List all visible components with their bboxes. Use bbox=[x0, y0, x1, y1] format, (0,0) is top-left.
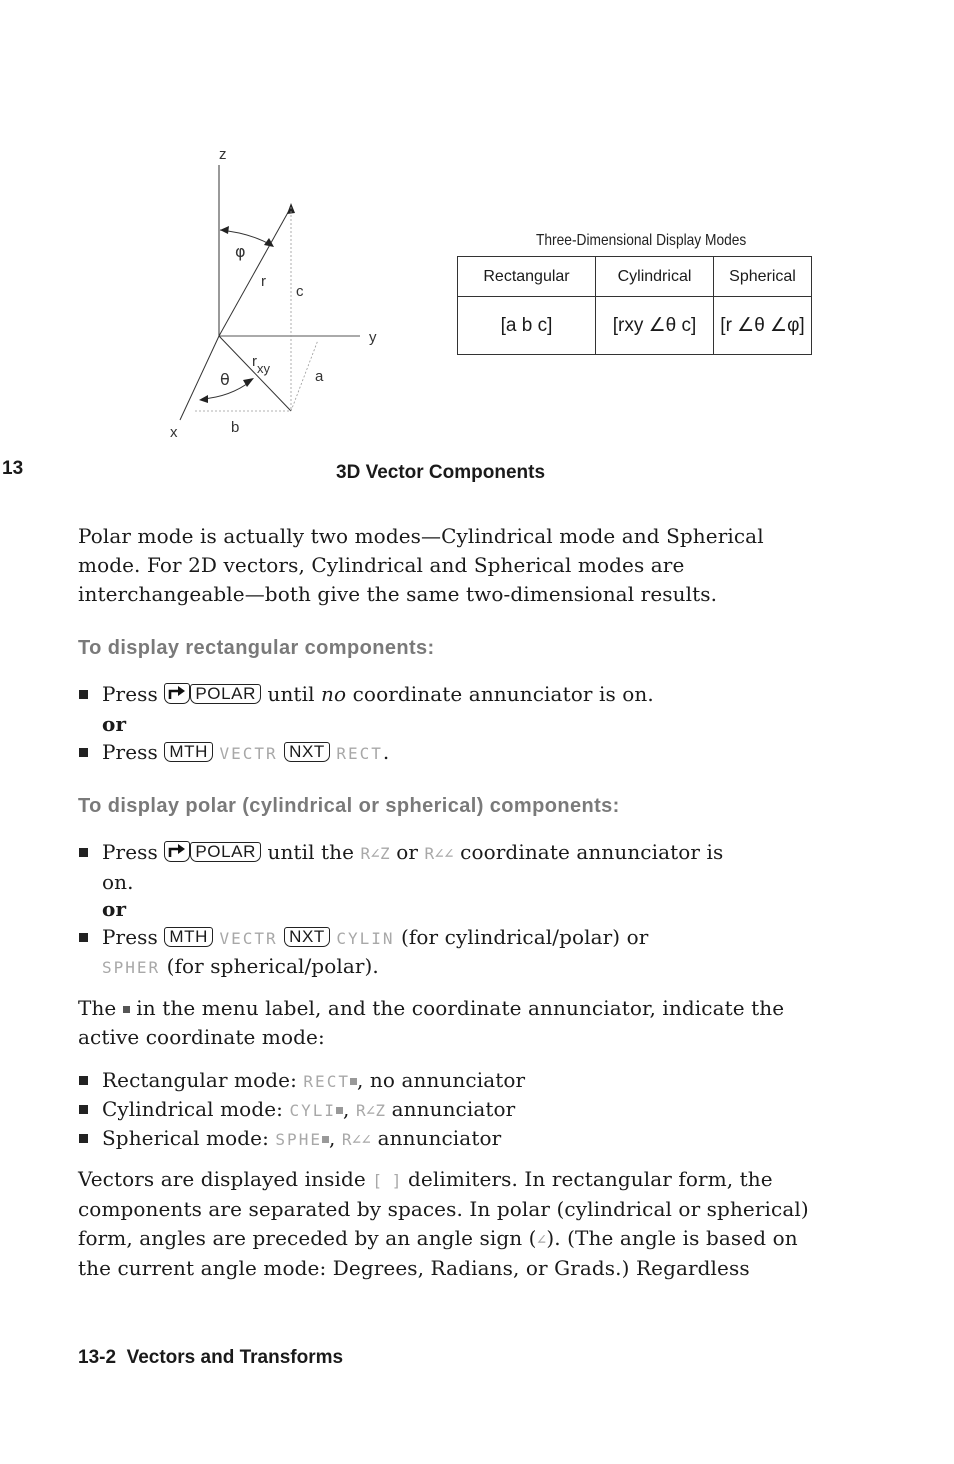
mode-label: Cylindrical mode: bbox=[102, 1097, 283, 1121]
bullet bbox=[79, 848, 88, 857]
a-label: a bbox=[315, 368, 324, 385]
axis-x-label: x bbox=[170, 424, 178, 441]
intro-paragraph bbox=[78, 522, 878, 609]
mode-label: Rectangular mode: bbox=[102, 1068, 297, 1092]
mth-key: MTH bbox=[164, 742, 213, 762]
for-spherical-text: (for spherical/polar). bbox=[166, 954, 379, 978]
display-modes-table bbox=[457, 256, 812, 355]
press-text: Press bbox=[102, 840, 158, 864]
phi-label: φ bbox=[235, 242, 246, 261]
delimiters: [ ] bbox=[372, 1171, 402, 1190]
mode-annunciator: R∠Z bbox=[355, 1101, 386, 1120]
axis-y-label: y bbox=[369, 329, 377, 346]
annunciator-paragraph bbox=[78, 994, 784, 1052]
polar-key: POLAR bbox=[190, 684, 261, 704]
table-header-cell: Spherical bbox=[714, 257, 812, 297]
vector-diagram bbox=[150, 135, 410, 445]
mode-menu-label: SPHE bbox=[275, 1130, 329, 1149]
mode-item-cylindrical: Cylindrical mode: CYLI , R∠Z annunciator bbox=[102, 1097, 516, 1121]
until-text: until the bbox=[267, 840, 355, 864]
bullet bbox=[79, 1076, 88, 1085]
axis-z-label: z bbox=[219, 146, 227, 163]
menu-indicator-square bbox=[123, 1006, 130, 1013]
spher-menu-label: SPHER bbox=[102, 958, 161, 977]
vectr-menu-label: VECTR bbox=[219, 929, 278, 948]
or-label: or bbox=[102, 897, 127, 921]
theta-label: θ bbox=[220, 370, 230, 389]
for-cylindrical-text: (for cylindrical/polar) or bbox=[401, 925, 649, 949]
chapter-tab: 13 bbox=[2, 458, 24, 479]
angle-sign: ∠ bbox=[536, 1230, 547, 1249]
intro-line: interchangeable—both give the same two-dimensional results. bbox=[78, 582, 718, 606]
r-label: r bbox=[261, 273, 266, 290]
section-heading-rectangular: To display rectangular components: bbox=[78, 637, 435, 659]
bullet bbox=[79, 748, 88, 757]
bullet bbox=[79, 1105, 88, 1114]
paragraph-line: active coordinate mode: bbox=[78, 1025, 325, 1049]
polar-key: POLAR bbox=[190, 842, 261, 862]
table-cell: [a b c] bbox=[458, 297, 596, 355]
paragraph-line: in the menu label, and the coordinate annunciator, indicate the bbox=[136, 996, 785, 1020]
step-polar-shift bbox=[102, 680, 654, 709]
mth-key: MTH bbox=[164, 927, 213, 947]
period: . bbox=[382, 740, 390, 764]
annunciator-text: coordinate annunciator is on. bbox=[352, 682, 654, 706]
annunciator-text: coordinate annunciator is bbox=[460, 840, 724, 864]
cylin-menu-label: CYLIN bbox=[336, 929, 395, 948]
annunciator-rz: R∠Z bbox=[360, 844, 390, 863]
press-text: Press bbox=[102, 740, 158, 764]
vectr-menu-label: VECTR bbox=[219, 744, 278, 763]
or-word: or bbox=[396, 840, 419, 864]
figure-caption: 3D Vector Components bbox=[336, 462, 546, 483]
mode-annunciator-text: annunciator bbox=[391, 1097, 516, 1121]
vectors-paragraph: Vectors are displayed inside [ ] delimiters. In rectangular form, the components are separated by spaces. In polar (cylindrical or spherical) form, angles are preceded by an angle sign (∠). (The angle is based on the current angle mode: Degrees, Radians, or Grads.) Regardless bbox=[78, 1167, 809, 1280]
table-header-cell: Cylindrical bbox=[596, 257, 714, 297]
bullet bbox=[79, 1134, 88, 1143]
no-word: no bbox=[321, 682, 347, 706]
right-shift-key bbox=[164, 683, 190, 704]
mode-item-rectangular: Rectangular mode: RECT , no annunciator bbox=[102, 1068, 526, 1092]
step-polar-shift-2 bbox=[102, 838, 723, 868]
step-mth-cylin bbox=[102, 923, 648, 953]
bullet bbox=[79, 933, 88, 942]
page-number: 13-2 bbox=[78, 1347, 117, 1368]
nxt-key: NXT bbox=[284, 742, 330, 762]
table-cell: [rxy ∠θ c] bbox=[596, 297, 714, 355]
table-caption: Three-Dimensional Display Modes bbox=[536, 232, 747, 249]
mode-annunciator-text: no annunciator bbox=[369, 1068, 526, 1092]
mode-annunciator-text: annunciator bbox=[377, 1126, 502, 1150]
table-cell: [r ∠θ ∠φ] bbox=[714, 297, 812, 355]
right-shift-key bbox=[164, 841, 190, 862]
chapter-title: Vectors and Transforms bbox=[126, 1347, 344, 1368]
on-text: on. bbox=[102, 870, 134, 894]
annunciator-rr: R∠∠ bbox=[424, 844, 454, 863]
nxt-key: NXT bbox=[284, 927, 330, 947]
spher-line bbox=[102, 952, 379, 982]
intro-line: Polar mode is actually two modes—Cylindrical mode and Spherical bbox=[78, 524, 764, 548]
until-text: until bbox=[267, 682, 315, 706]
press-text: Press bbox=[102, 682, 158, 706]
rxy-label: rxy bbox=[252, 353, 270, 376]
step-mth-rect bbox=[102, 738, 389, 768]
bullet bbox=[79, 690, 88, 699]
table-row bbox=[458, 297, 812, 355]
mode-item-spherical: Spherical mode: SPHE , R∠∠ annunciator bbox=[102, 1126, 502, 1150]
table-header-row bbox=[458, 257, 812, 297]
mode-menu-label: CYLI bbox=[289, 1101, 343, 1120]
mode-menu-label: RECT bbox=[303, 1072, 357, 1091]
section-heading-polar: To display polar (cylindrical or spherical) components: bbox=[78, 795, 620, 817]
the-word: The bbox=[78, 996, 117, 1020]
mode-annunciator: R∠∠ bbox=[341, 1130, 372, 1149]
mode-label: Spherical mode: bbox=[102, 1126, 269, 1150]
c-label: c bbox=[296, 283, 304, 300]
rect-menu-label: RECT bbox=[336, 744, 383, 763]
press-text: Press bbox=[102, 925, 158, 949]
table-header-cell: Rectangular bbox=[458, 257, 596, 297]
page-footer bbox=[78, 1347, 343, 1369]
intro-line: mode. For 2D vectors, Cylindrical and Spherical modes are bbox=[78, 553, 685, 577]
b-label: b bbox=[231, 419, 240, 436]
or-label: or bbox=[102, 712, 127, 736]
